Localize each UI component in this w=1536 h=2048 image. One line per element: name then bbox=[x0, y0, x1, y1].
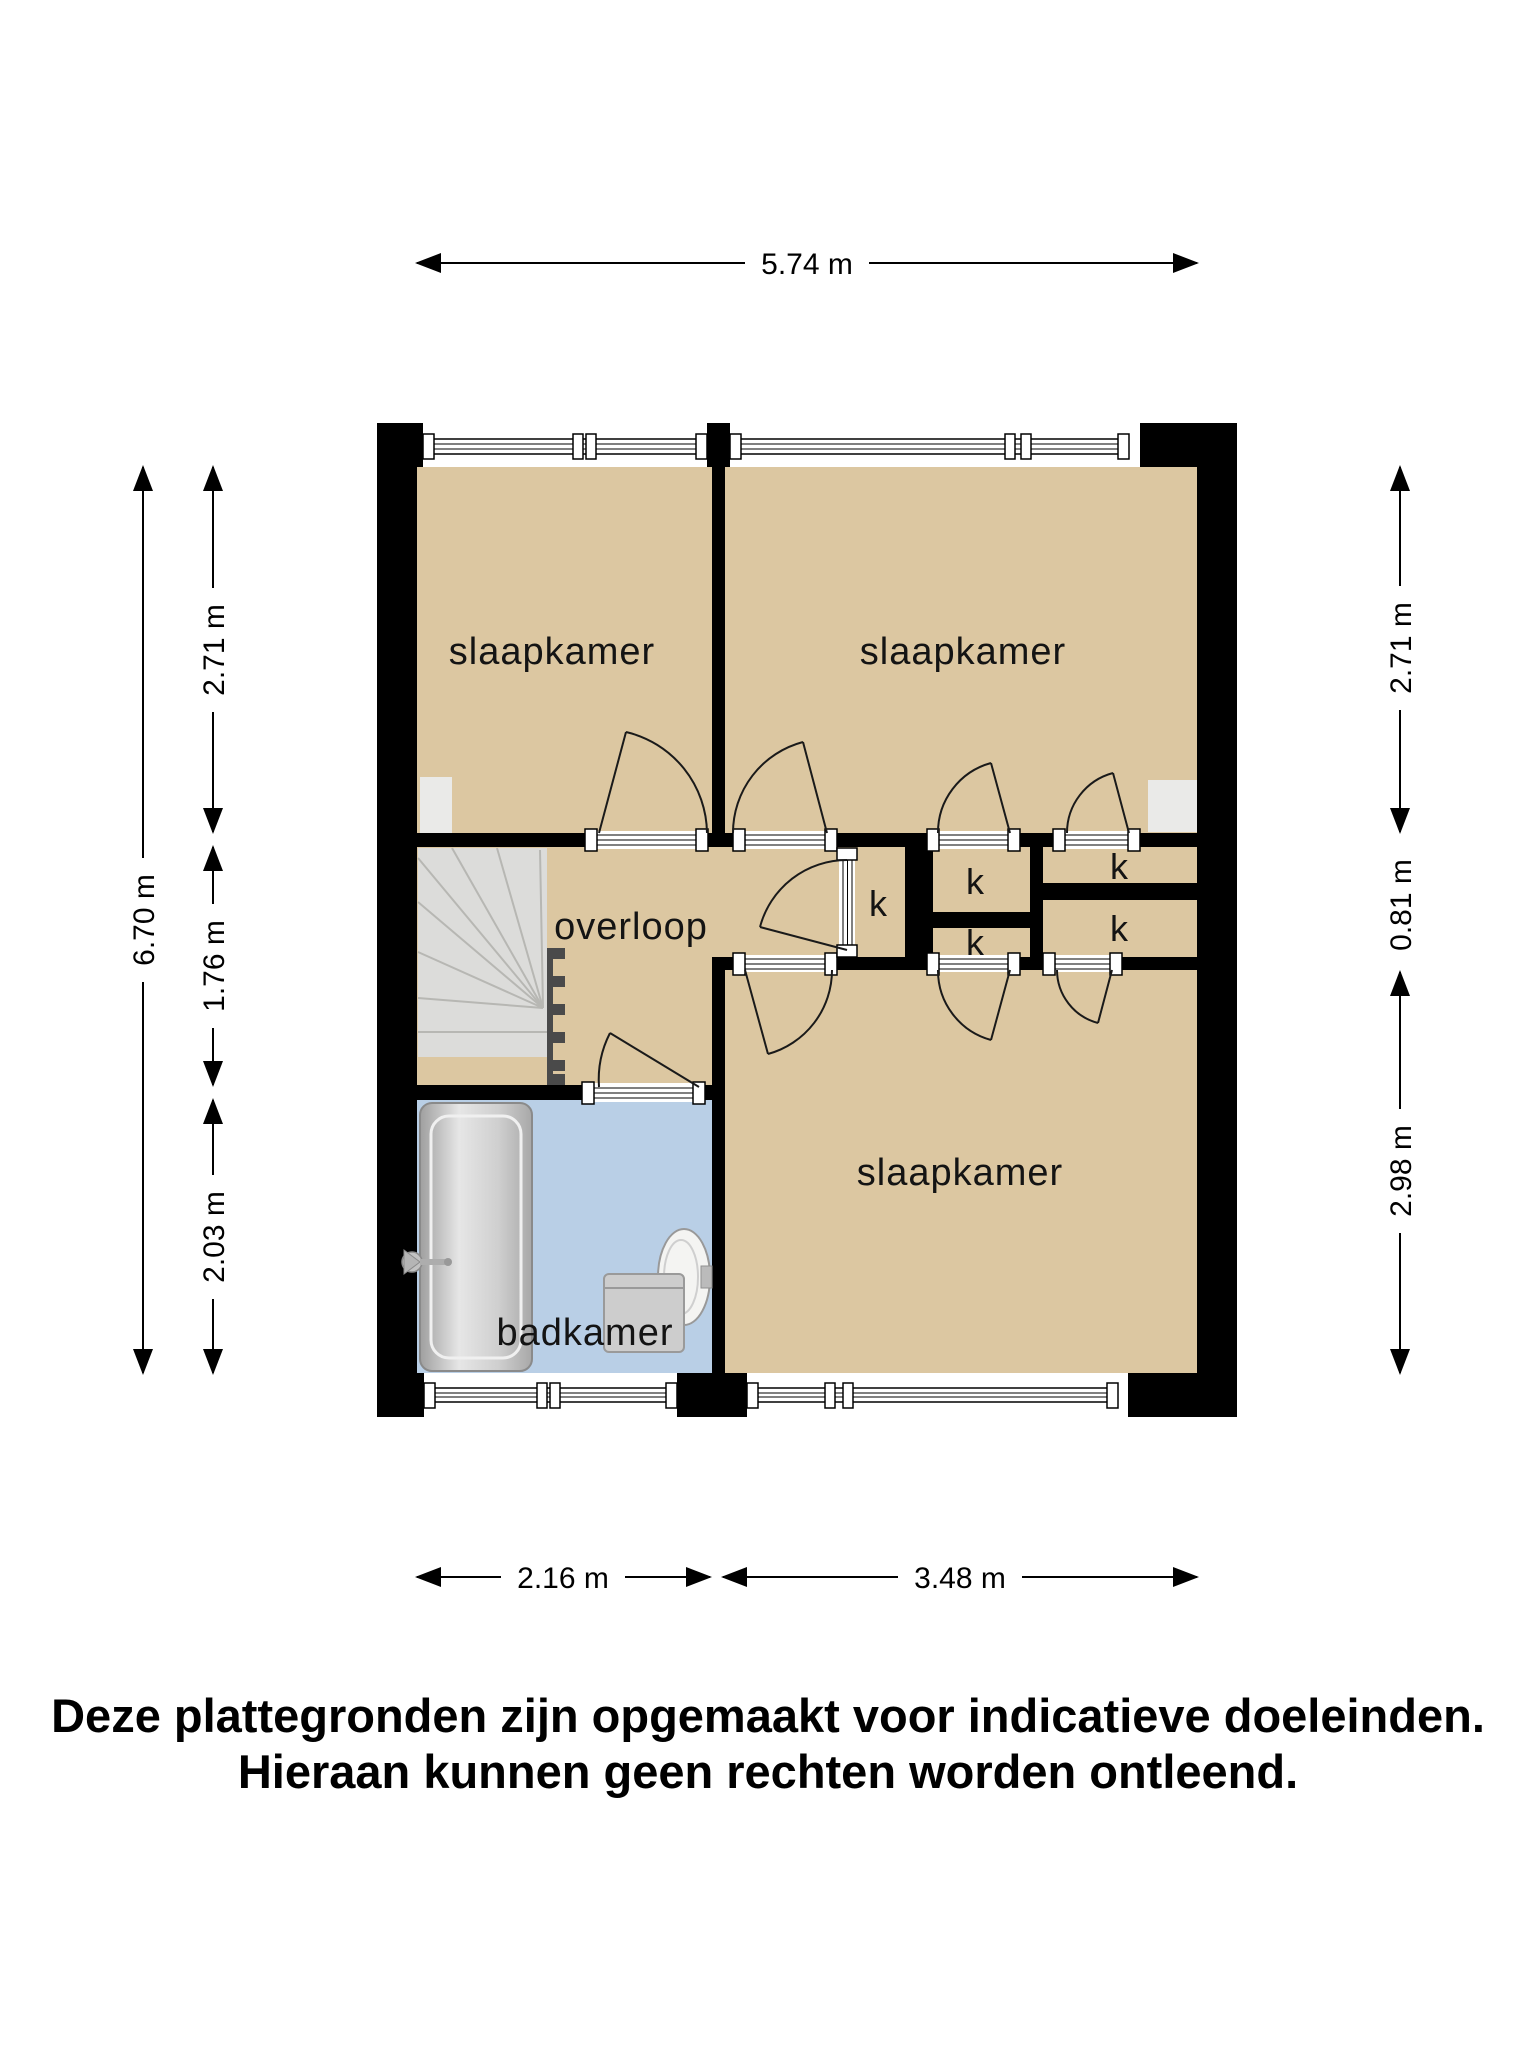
label-closet-left: k bbox=[869, 883, 887, 924]
chimney-duct-right bbox=[1148, 780, 1197, 832]
pier-top-right bbox=[1140, 423, 1237, 467]
label-closet-right-top: k bbox=[1110, 846, 1128, 887]
dimension-top-width: 5.74 m bbox=[761, 248, 853, 281]
wall-closetrow-bottom-2 bbox=[837, 957, 927, 970]
window-top-right bbox=[730, 434, 1129, 459]
dimension-right-lower: 2.98 m bbox=[1385, 1125, 1418, 1217]
pier-bottom-left bbox=[377, 1373, 424, 1417]
pier-bottom-middle bbox=[677, 1373, 747, 1417]
wall-right bbox=[1197, 423, 1237, 1417]
disclaimer-text bbox=[0, 1688, 1536, 1800]
label-closet-right-bottom: k bbox=[1110, 908, 1128, 949]
dimension-right-upper: 2.71 m bbox=[1385, 602, 1418, 694]
wall-bedroom-divider-top bbox=[712, 467, 725, 833]
label-bedroom-bottom: slaapkamer bbox=[856, 1152, 1064, 1194]
wall-mid-2 bbox=[708, 833, 733, 847]
wall-bathroom-top-2 bbox=[705, 1085, 712, 1100]
dimension-left-upper: 2.71 m bbox=[198, 604, 231, 696]
wall-mid-4 bbox=[1020, 833, 1053, 847]
label-bedroom-top-right: slaapkamer bbox=[859, 631, 1067, 673]
dimension-left-lower: 2.03 m bbox=[198, 1191, 231, 1283]
stair-railing-bar bbox=[547, 948, 553, 1085]
wall-bathroom-right bbox=[712, 1100, 725, 1373]
label-closet-mid-bottom: k bbox=[966, 922, 984, 963]
wall-closetrow-bottom-3 bbox=[1020, 957, 1043, 970]
label-landing: overloop bbox=[554, 906, 708, 948]
window-top-left bbox=[423, 434, 707, 459]
wall-closet-left-right bbox=[905, 847, 933, 970]
pier-bottom-right bbox=[1128, 1373, 1237, 1417]
pier-top-middle bbox=[707, 423, 730, 467]
dimension-bottom-left: 2.16 m bbox=[517, 1562, 609, 1595]
label-closet-mid-top: k bbox=[966, 861, 984, 902]
window-bedroom-bottom bbox=[747, 1383, 1118, 1408]
wall-landing-divider bbox=[712, 957, 725, 1100]
wall-bathroom-top-1 bbox=[417, 1085, 582, 1100]
disclaimer-line-1: Deze plattegronden zijn opgemaakt voor indicatieve doeleinden. bbox=[51, 1689, 1485, 1742]
dimension-left-middle: 1.76 m bbox=[198, 920, 231, 1012]
disclaimer-line-2: Hieraan kunnen geen rechten worden ontleend. bbox=[237, 1745, 1299, 1798]
wall-mid-1 bbox=[417, 833, 585, 847]
chimney-duct-left bbox=[420, 777, 452, 833]
sink-tap bbox=[701, 1266, 712, 1288]
wall-closetrow-bottom-4 bbox=[1122, 957, 1197, 970]
dimension-left-total: 6.70 m bbox=[128, 874, 161, 966]
pier-top-left bbox=[377, 423, 423, 467]
wall-closet-mid-right bbox=[1030, 847, 1043, 970]
label-bedroom-top-left: slaapkamer bbox=[448, 631, 656, 673]
wall-mid-3 bbox=[837, 833, 927, 847]
dimension-right-middle: 0.81 m bbox=[1385, 859, 1418, 951]
dimension-bottom-right: 3.48 m bbox=[914, 1562, 1006, 1595]
staircase bbox=[418, 848, 565, 1085]
wall-mid-5 bbox=[1140, 833, 1197, 847]
window-bathroom bbox=[424, 1383, 677, 1408]
label-bathroom: badkamer bbox=[496, 1312, 674, 1354]
